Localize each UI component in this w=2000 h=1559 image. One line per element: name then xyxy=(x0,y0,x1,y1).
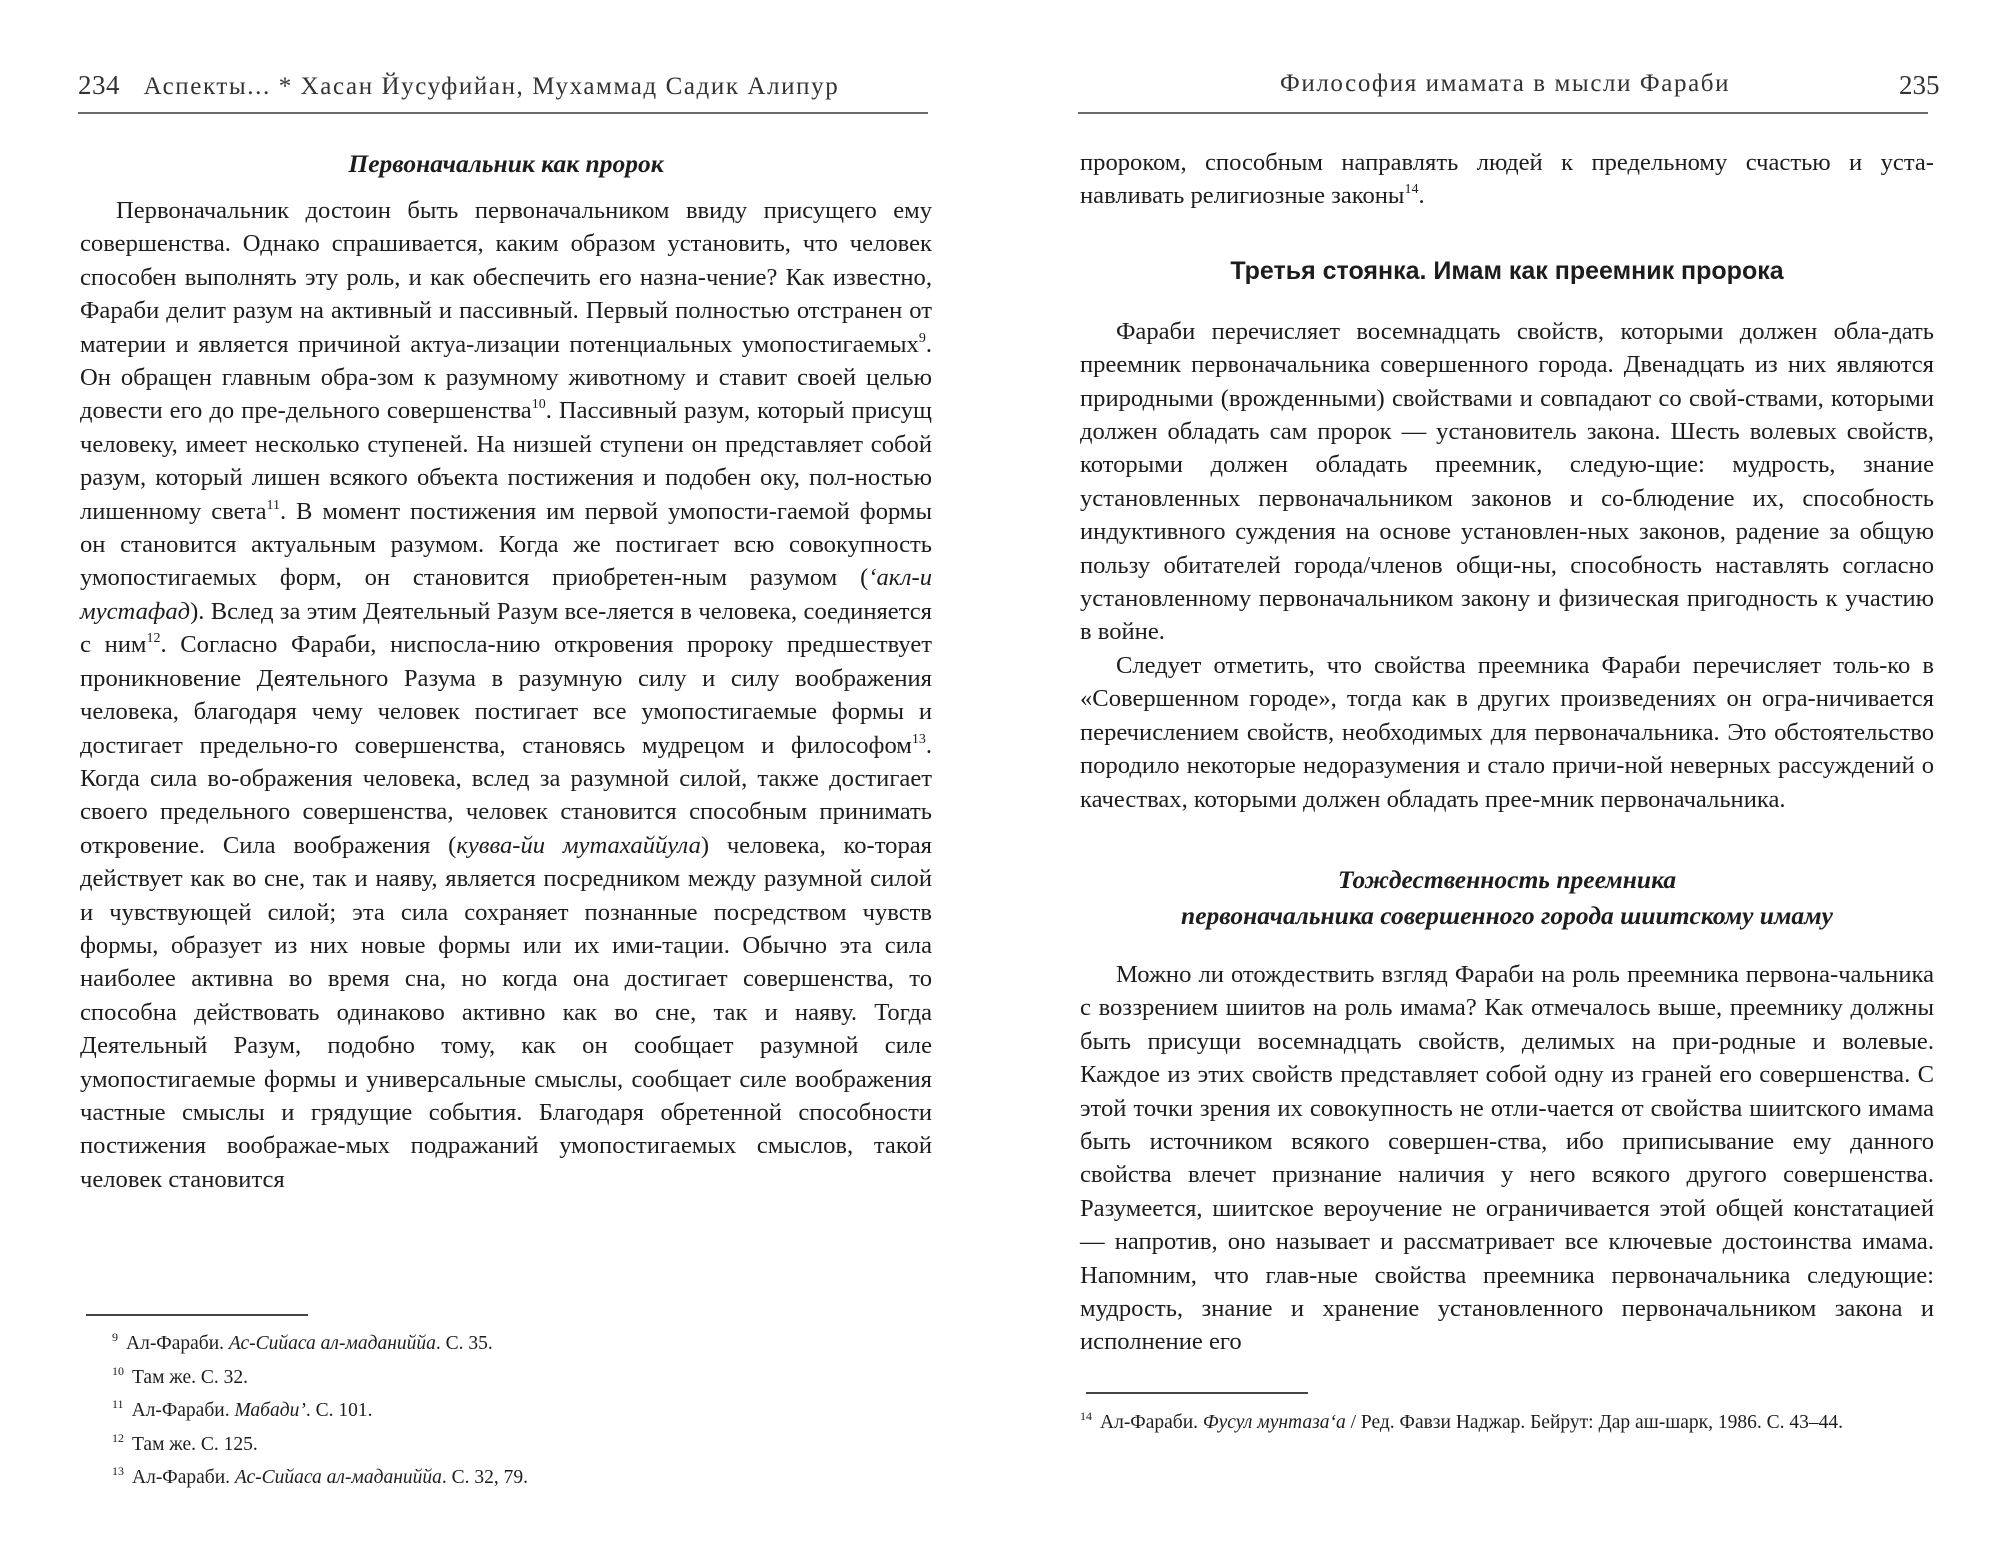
footnote-13: $^{13}$ Ал-Фараби. Ас-Сийаса ал-маданиййа. С. 32, 79. xyxy=(112,1464,529,1488)
footnote-ref-9[interactable]: 9 xyxy=(918,330,926,346)
footnote-11: $^{11}$ Ал-Фараби. Мабади’. С. 101. xyxy=(112,1397,373,1421)
section-heading-prophet: Первоначальник как пророк xyxy=(348,149,664,178)
running-head-right: Философия имамата в мысли Фараби xyxy=(1280,70,1731,97)
running-head-left-text: Аспекты... * Хасан Йусуфийан, Мухаммад Садик Алипур xyxy=(143,73,840,100)
footnotes-right xyxy=(1080,1403,1934,1437)
footnote-10: $^{10}$ Там же. С. 32. xyxy=(112,1363,249,1388)
footnote-ref-11[interactable]: 11 xyxy=(266,497,280,513)
continuation-paragraph: пророком, способным направлять людей к предельному счастью и уста-навливать религиозные законы$^{14}$. xyxy=(1080,149,1934,210)
footnote-ref-14[interactable]: 14 xyxy=(1404,182,1419,198)
header-rule-right xyxy=(1078,112,1928,114)
header-rule-left xyxy=(78,112,928,114)
page-number-left: 234 xyxy=(78,70,120,100)
right-body xyxy=(1080,146,1934,1359)
running-head-left xyxy=(78,70,839,101)
body-paragraph: Первоначальник достоин быть первоначальником ввиду присущего ему совершенства. Однако спрашивается, каким образом установить, что человек способен выполнять эту роль, и как обеспечить его назна-чение? Как известно, Фараби делит разум на активный и пассивный. Первый полностью отстранен от материи и является причиной актуа-лизации потенциальных умопостигаемых$^9$. Он обращен главным обра-зом к разумному животному и ставит своей целью довести его до пре-дельного совершенства$^{10}$. Пассивный разум, который присущ человеку, имеет несколько ступеней. На низшей ступени он представляет собой разум, который лишен всякого объекта постижения и подобен оку, пол-ностью лишенному света$^{11}$. В момент постижения им первой умопости-гаемой формы он становится актуальным разумом. Когда же постигает всю совокупность умопостигаемых форм, он становится приобретен-ным разумом (‘акл-и мустафад). Вслед за этим Деятельный Разум все-ляется в человека, соединяется с ним$^{12}$. Согласно Фараби, ниспосла-нию откровения пророку предшествует проникновение Деятельного Разума в разумную силу и силу воображения человека, благодаря чему человек постигает все умопостигаемые формы и достигает предельно-го совершенства, становясь мудрецом и философом$^{13}$. Когда сила во-ображения человека, вслед за разумной силой, также достигает своего предельного совершенства, человек становится способным принимать откровение. Сила воображения (кувва-йи мутахаййула) человека, ко-торая действует как во сне, так и наяву, является посредником между разумной силой и чувствующей силой; эта сила сохраняет познанные посредством чувств формы, образует из них новые формы или их ими-тации. Обычно эта сила наиболее активна во время сна, но когда она достигает совершенства, то способна действовать одинаково активно как во сне, так и наяву. Тогда Деятельный Разум, подобно тому, как он сообщает разумной силе умопостигаемые формы и универсальные смыслы, сообщает силе воображения частные смыслы и грядущие события. Благодаря обретенной способности постижения воображае-мых подражаний умопостигаемых смыслов, такой человек становится xyxy=(80,197,933,1193)
section-heading-successor: Третья стоянка. Имам как преемник пророка xyxy=(1230,256,1784,285)
footnote-9: $^9$ Ал-Фараби. Ас-Сийаса ал-маданиййа. С. 35. xyxy=(112,1330,493,1354)
footnotes-left xyxy=(112,1324,912,1492)
footnote-14: $^{14}$ Ал-Фараби. Фусул мунтаза‘а / Ред. Фавзи Наджар. Бейрут: Дар аш-шарк, 1986. С. 43–44. xyxy=(1080,1409,1843,1433)
body-paragraph-2: Следует отметить, что свойства преемника Фараби перечисляет толь-ко в «Совершенном городе», тогда как в других произведениях он огра-ничивается перечислением свойств, необходимых для первоначальника. Это обстоятельство породило некоторые недоразумения и стало причи-ной неверных рассуждений о качествах, которыми должен обладать прее-мник первоначальника. xyxy=(1080,651,1934,813)
body-paragraph-3: Можно ли отождествить взгляд Фараби на роль преемника первона-чальника с воззрением шиитов на роль имама? Как отмечалось выше, преемнику должны быть присущи восемнадцать свойств, делимых на при-родные и волевые. Каждое из этих свойств представляет собой одну из граней его совершенства. С этой точки зрения их совокупность не отли-чается от свойства шиитского имама быть источником всякого совершен-ства, ибо приписывание ему данного свойства влечет признание наличия у него всякого другого совершенства. Разумеется, шиитское вероучение не ограничивается этой общей констатацией — напротив, оно называет и рассматривает все ключевые достоинства имама. Напомним, что глав-ные свойства преемника первоначальника следующие: мудрость, знание и хранение установленного первоначальником закона и исполнение его xyxy=(1080,960,1934,1356)
footnote-ref-10[interactable]: 10 xyxy=(531,397,546,413)
footnote-12: $^{12}$ Там же. С. 125. xyxy=(112,1430,258,1455)
footnote-ref-13[interactable]: 13 xyxy=(911,731,926,747)
page-number-right: 235 xyxy=(1899,70,1940,100)
footnote-rule-right xyxy=(1086,1392,1308,1394)
section-heading-identity-2: первоначальника совершенного города шиитскому имаму xyxy=(1181,900,1833,930)
footnote-ref-12[interactable]: 12 xyxy=(146,631,161,647)
section-heading-identity-1: Тождественность преемника xyxy=(1337,864,1677,894)
footnote-rule-left xyxy=(86,1314,308,1316)
right-page xyxy=(1000,0,2000,1559)
body-paragraph-1: Фараби перечисляет восемнадцать свойств, которыми должен обла-дать преемник первоначальника совершенного города. Двенадцать из них являются природными (врожденными) свойствами и совпадают со свой-ствами, которыми должен обладать сам пророк — установитель закона. Шесть волевых свойств, которыми должен обладать преемник, следую-щие: мудрость, знание установленных первоначальником законов и со-блюдение их, способность индуктивного суждения на основе установлен-ных законов, радение за общую пользу обитателей города/членов общи-ны, способность наставлять согласно установленному первоначальником закону и физическая пригодность к участию в войне. xyxy=(1080,317,1934,646)
left-body xyxy=(80,146,932,1196)
